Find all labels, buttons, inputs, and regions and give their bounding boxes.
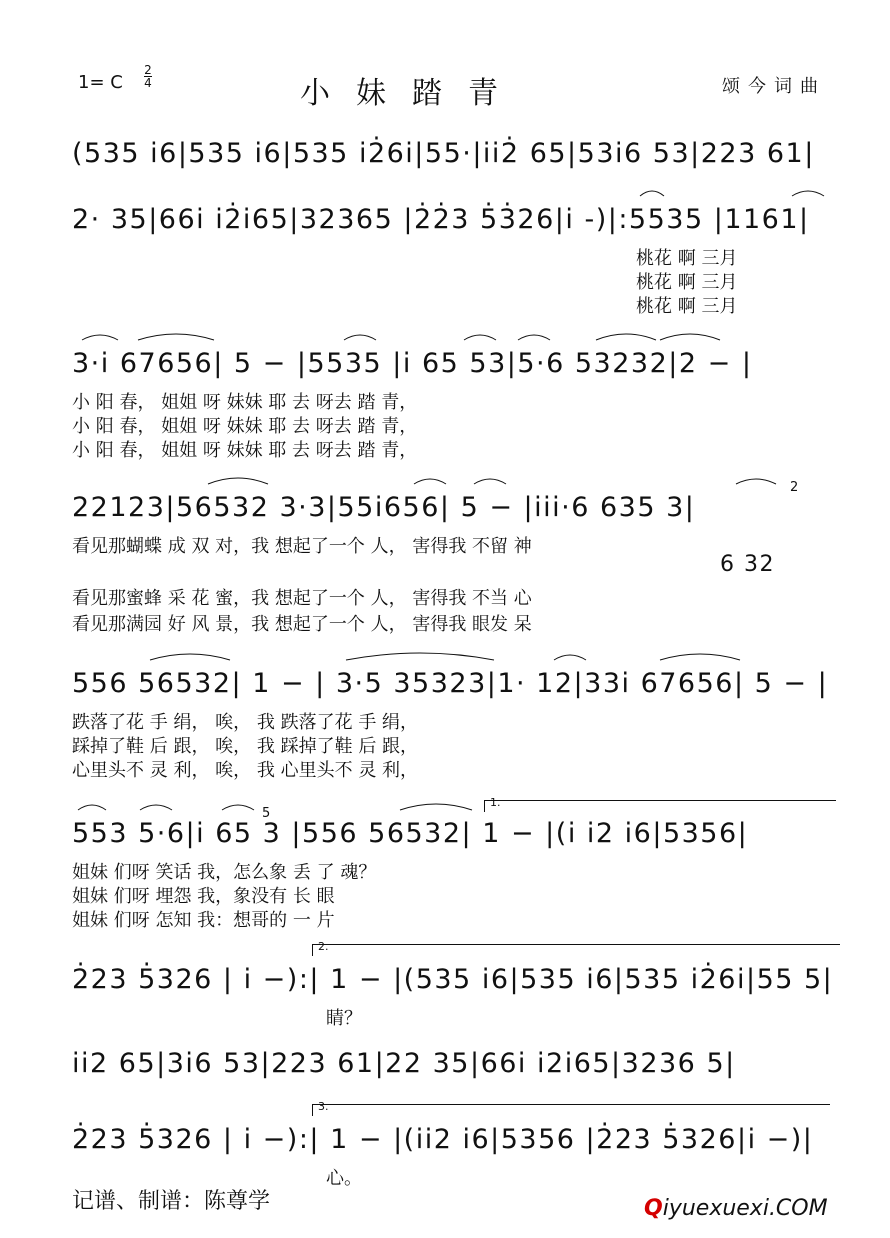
slur [138, 334, 214, 340]
lyrics-line-5-v3: 心里头不 灵 利， 唉， 我 心里头不 灵 利， [72, 760, 419, 781]
grace-note: 2 [790, 480, 799, 495]
slur [660, 654, 740, 660]
score-line-4: 22123|56532 3·3|55i656| 5 − |iii·6 635 3| [72, 492, 696, 523]
watermark [644, 1196, 828, 1221]
score-line-3: 3·i 67656| 5 − |5535 |i 65 53|5·6 53232|2 − | [72, 348, 753, 379]
lyrics-line-6-v3: 姐妹 们呀 怎知 我：想哥的 一 片 [72, 910, 335, 931]
slur [518, 335, 550, 340]
lyrics-line-4-v3: 看见那满园 好 风 景，我 想起了一个 人， 害得我 眼发 呆 [72, 614, 532, 635]
alt-notes: 6 32 [720, 552, 775, 577]
time-signature-bottom: 4 [144, 76, 152, 90]
slur [222, 805, 254, 810]
watermark-text: iyuexuexi.COM [662, 1196, 828, 1221]
score-line-7: 2̇23 5̇326 | i −):| 1 − |(535 i6|535 i6|535 i2̇6i|55 5| [72, 964, 834, 995]
volta-2-number: 2. [318, 940, 329, 953]
lyrics-line-9: 心。 [326, 1168, 362, 1189]
lyrics-line-4-v1: 看见那蝴蝶 成 双 对，我 想起了一个 人， 害得我 不留 神 [72, 536, 532, 557]
lyrics-line-6-v2: 姐妹 们呀 埋怨 我，象没有 长 眼 [72, 886, 335, 907]
slur [140, 805, 172, 810]
watermark-prefix: Q [644, 1196, 663, 1221]
score-line-9: 2̇23 5̇326 | i −):| 1 − |(ii2 i6|5356 |2̇23 5̇326|i −)| [72, 1124, 814, 1155]
score-line-8: ii2 65|3i6 53|223 61|22 35|66i i2i65|3236 5| [72, 1048, 736, 1079]
slur [414, 479, 446, 484]
lyrics-line-7: 睛？ [326, 1008, 362, 1029]
slur [660, 334, 720, 340]
lyrics-line-2-v1: 桃花 啊 三月 [636, 248, 738, 269]
volta-3-number: 3. [318, 1100, 329, 1113]
song-title: 小妹踏青 [300, 76, 524, 111]
score-line-2: 2· 35|66i i2̇i65|32365 |2̇2̇3 5̇3̇26|i -)|:5535 |1161| [72, 204, 810, 235]
lyrics-line-6-v1: 姐妹 们呀 笑话 我，怎么象 丢 了 魂？ [72, 862, 377, 883]
lyrics-line-2-v3: 桃花 啊 三月 [636, 296, 738, 317]
slur [344, 335, 376, 340]
slur [640, 191, 664, 196]
lyrics-line-4-v2: 看见那蜜蜂 采 花 蜜，我 想起了一个 人， 害得我 不当 心 [72, 588, 532, 609]
slur [82, 335, 118, 340]
score-line-1: (535 i6|535 i6|535 i2̇6i|55·|ii2̇ 65|53i6 53|223 61| [72, 138, 815, 169]
score-line-6: 553 5·6|i 65 3 |556 56532| 1 − |(i i2 i6|5356| [72, 818, 749, 849]
slur [792, 191, 824, 196]
transcriber-credit: 记谱、制谱：陈尊学 [72, 1189, 271, 1214]
lyrics-line-5-v2: 踩掉了鞋 后 跟， 唉， 我 踩掉了鞋 后 跟， [72, 736, 419, 757]
slur [554, 655, 586, 660]
slur [474, 479, 506, 484]
lyrics-line-2-v2: 桃花 啊 三月 [636, 272, 738, 293]
lyrics-line-3-v2: 小 阳 春， 姐姐 呀 妹妹 耶 去 呀去 踏 青， [72, 416, 418, 437]
time-signature-top: 2 [144, 63, 152, 77]
slur [464, 335, 496, 340]
slur [208, 478, 268, 484]
slur [736, 479, 776, 484]
lyrics-line-3-v1: 小 阳 春， 姐姐 呀 妹妹 耶 去 呀去 踏 青， [72, 392, 418, 413]
grace-note-2: 5 [262, 806, 271, 821]
lyrics-line-3-v3: 小 阳 春， 姐姐 呀 妹妹 耶 去 呀去 踏 青， [72, 440, 418, 461]
slur [596, 334, 656, 340]
slur [150, 654, 230, 660]
author-credit: 颂今词曲 [722, 76, 826, 97]
score-line-5: 556 56532| 1 − | 3·5 35323|1· 12|33i 67656| 5 − | [72, 668, 829, 699]
lyrics-line-5-v1: 跌落了花 手 绢， 唉， 我 跌落了花 手 绢， [72, 712, 419, 733]
slur [400, 804, 472, 810]
volta-1-number: 1. [490, 796, 501, 809]
slur [78, 805, 106, 810]
slur [346, 653, 494, 660]
key-signature: 1= C [78, 72, 123, 93]
